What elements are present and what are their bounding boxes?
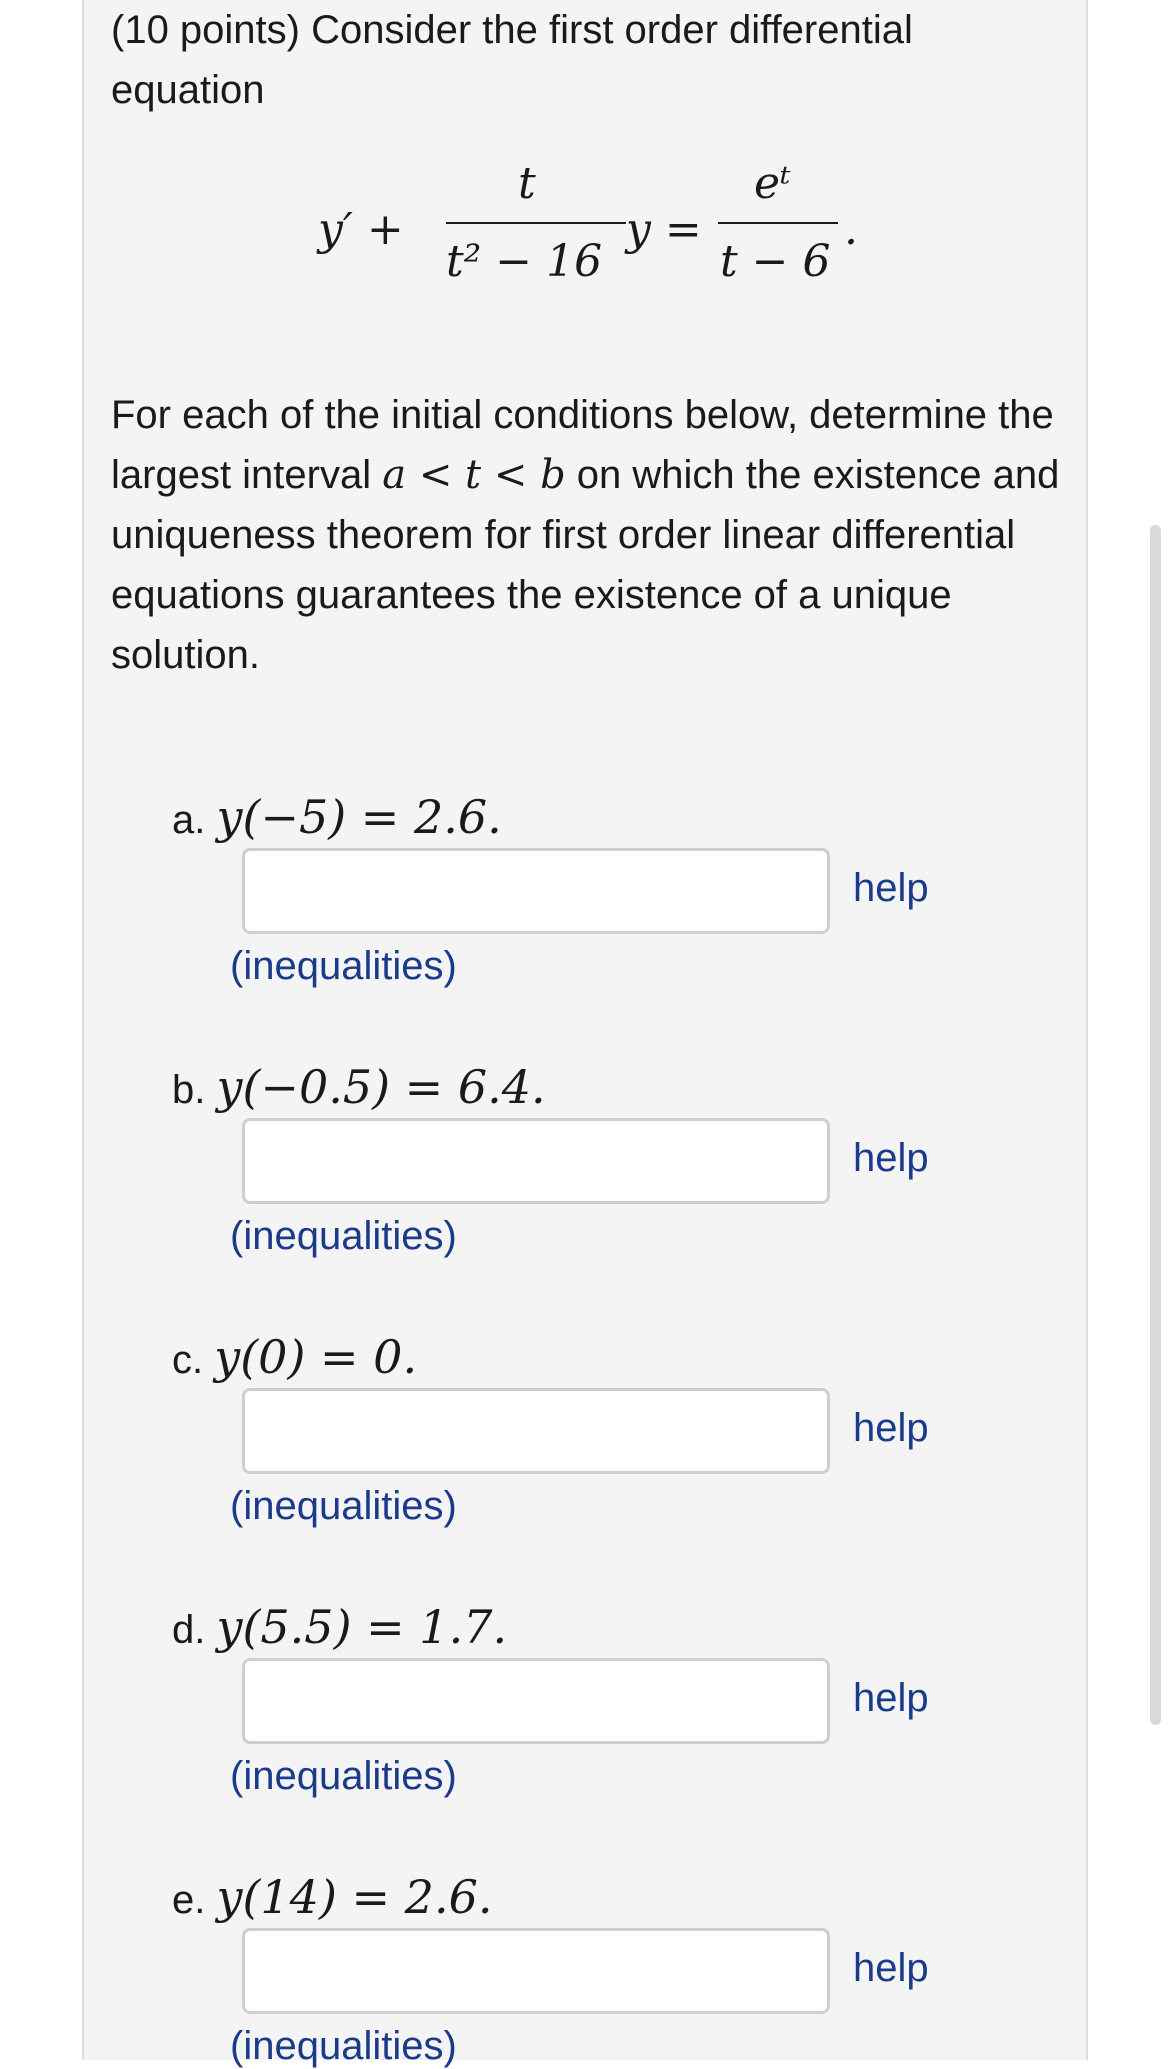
eq-lhs-prime: y′ + <box>318 204 404 255</box>
problem-description <box>111 385 1071 685</box>
part-letter: c. <box>172 1338 204 1382</box>
part-letter: e. <box>172 1878 206 1922</box>
part-c-label <box>172 1330 417 1384</box>
answer-input-d[interactable] <box>242 1658 830 1744</box>
eq-frac2-denominator: t − 6 <box>720 236 831 287</box>
inequalities-link-b[interactable]: (inequalities) <box>230 1214 457 1258</box>
eq-frac1-denominator: t² − 16 <box>446 236 603 287</box>
problem-panel <box>82 0 1088 2060</box>
part-letter: d. <box>172 1608 206 1652</box>
inequalities-link-a[interactable]: (inequalities) <box>230 944 457 988</box>
initial-condition: y(−5) = 2.6. <box>216 790 502 844</box>
part-letter: b. <box>172 1068 206 1112</box>
inequalities-link-e[interactable]: (inequalities) <box>230 2024 457 2068</box>
help-link-e[interactable]: help <box>853 1946 929 1990</box>
description-post: on which the existence and uniqueness theorem for first order linear differential equations guarantees the existence of a unique solution. <box>111 453 1060 677</box>
part-b-label <box>172 1060 546 1114</box>
initial-condition: y(5.5) = 1.7. <box>216 1600 508 1654</box>
description-pre: For each of the initial conditions below, determine the largest interval <box>111 393 1054 497</box>
interval-math: a < t < b <box>382 452 566 498</box>
part-letter: a. <box>172 798 206 842</box>
eq-frac1-bar <box>446 222 626 224</box>
problem-intro: (10 points) Consider the first order differential equation <box>111 8 913 112</box>
eq-frac2-bar <box>718 222 838 224</box>
help-link-a[interactable]: help <box>853 866 929 910</box>
initial-condition: y(−0.5) = 6.4. <box>216 1060 546 1114</box>
answer-input-c[interactable] <box>242 1388 830 1474</box>
answer-input-b[interactable] <box>242 1118 830 1204</box>
eq-period: . <box>844 204 858 255</box>
initial-condition: y(0) = 0. <box>214 1330 418 1384</box>
inequalities-link-c[interactable]: (inequalities) <box>230 1484 457 1528</box>
help-link-b[interactable]: help <box>853 1136 929 1180</box>
scrollbar[interactable] <box>1150 525 1161 1725</box>
eq-y-equals: y = <box>626 204 702 255</box>
initial-condition: y(14) = 2.6. <box>216 1870 493 1924</box>
part-a-label <box>172 790 502 844</box>
help-link-c[interactable]: help <box>853 1406 929 1450</box>
part-d-label <box>172 1600 507 1654</box>
inequalities-link-d[interactable]: (inequalities) <box>230 1754 457 1798</box>
answer-input-a[interactable] <box>242 848 830 934</box>
eq-frac2-numerator: eᵗ <box>754 158 791 209</box>
help-link-d[interactable]: help <box>853 1676 929 1720</box>
answer-input-e[interactable] <box>242 1928 830 2014</box>
part-e-label <box>172 1870 492 1924</box>
eq-frac1-numerator: t <box>518 158 536 209</box>
